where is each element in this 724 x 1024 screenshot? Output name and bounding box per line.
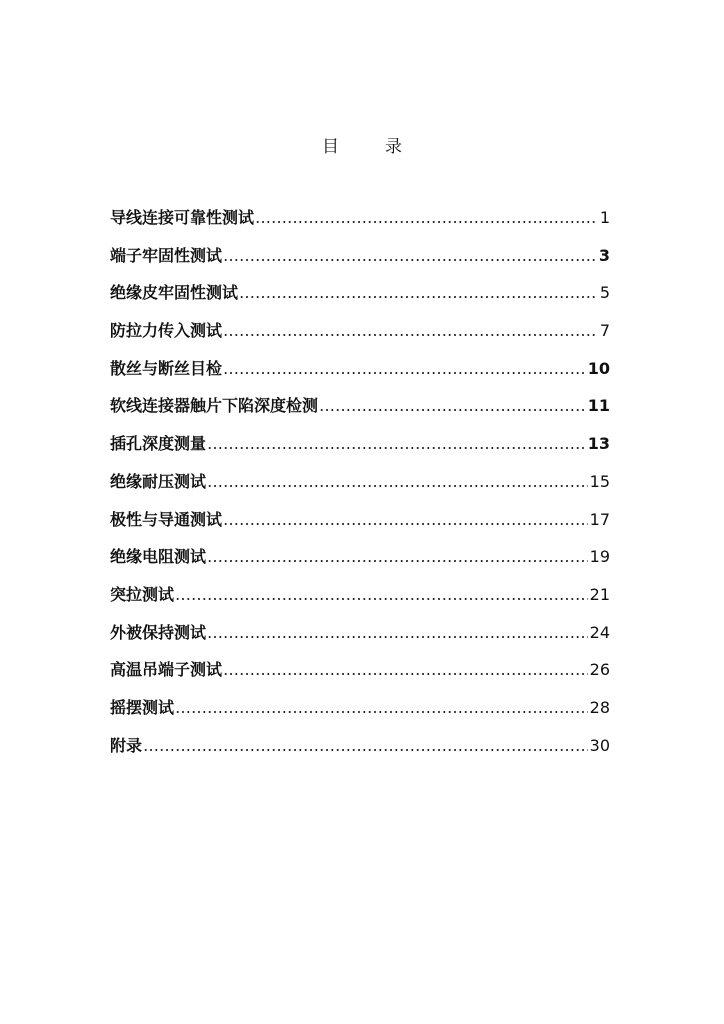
toc-entry-label: 绝缘电阻测试 bbox=[110, 547, 207, 567]
toc-entry-label: 突拉测试 bbox=[110, 584, 175, 604]
toc-leader-dots bbox=[254, 208, 598, 227]
toc-leader-dots bbox=[222, 660, 588, 679]
toc-leader-dots bbox=[174, 698, 588, 717]
toc-leader-dots bbox=[206, 547, 588, 566]
toc-entry-page: 3 bbox=[598, 245, 610, 265]
toc-entry-page: 10 bbox=[587, 358, 610, 378]
toc-entry-page: 19 bbox=[589, 547, 610, 567]
toc-entry-page: 15 bbox=[589, 471, 610, 491]
toc-leader-dots bbox=[222, 321, 598, 340]
toc-leader-dots bbox=[222, 359, 586, 378]
toc-entry-label: 防拉力传入测试 bbox=[110, 321, 223, 341]
toc-leader-dots bbox=[318, 396, 586, 415]
toc-leader-dots bbox=[222, 510, 588, 529]
toc-leader-dots bbox=[206, 623, 588, 642]
toc-entry-label: 摇摆测试 bbox=[110, 697, 175, 717]
toc-entry[interactable] bbox=[110, 507, 610, 545]
toc-entry-label: 绝缘皮牢固性测试 bbox=[110, 283, 239, 303]
toc-entry-page: 1 bbox=[599, 208, 610, 227]
toc-entry[interactable] bbox=[110, 243, 610, 281]
toc-entry[interactable] bbox=[110, 280, 610, 318]
toc-entry[interactable] bbox=[110, 356, 610, 394]
toc-entry-label: 绝缘耐压测试 bbox=[110, 471, 207, 491]
toc-entry-page: 11 bbox=[587, 396, 610, 416]
toc-title bbox=[0, 132, 724, 157]
toc-list bbox=[110, 205, 610, 770]
toc-leader-dots bbox=[238, 283, 598, 302]
toc-title-part2: 录 bbox=[385, 137, 402, 157]
toc-entry[interactable] bbox=[110, 544, 610, 582]
toc-entry[interactable] bbox=[110, 393, 610, 431]
toc-title-part1: 目 bbox=[322, 137, 339, 157]
toc-entry[interactable] bbox=[110, 620, 610, 658]
toc-entry-label: 端子牢固性测试 bbox=[110, 245, 223, 265]
toc-entry[interactable] bbox=[110, 657, 610, 695]
toc-entry[interactable] bbox=[110, 469, 610, 507]
toc-leader-dots bbox=[222, 246, 597, 265]
toc-entry-page: 5 bbox=[599, 283, 610, 303]
toc-entry[interactable] bbox=[110, 318, 610, 356]
toc-entry-page: 26 bbox=[589, 660, 610, 680]
toc-entry-label: 高温吊端子测试 bbox=[110, 660, 223, 680]
toc-entry-page: 24 bbox=[589, 622, 610, 642]
toc-entry-label: 散丝与断丝目检 bbox=[110, 358, 223, 378]
toc-entry[interactable] bbox=[110, 695, 610, 733]
toc-entry[interactable] bbox=[110, 733, 610, 771]
toc-leader-dots bbox=[142, 736, 588, 755]
toc-entry-label: 软线连接器触片下陷深度检测 bbox=[110, 396, 319, 416]
toc-entry-label: 插孔深度测量 bbox=[110, 434, 207, 454]
toc-entry-label: 极性与导通测试 bbox=[110, 509, 223, 529]
toc-entry-page: 17 bbox=[589, 509, 610, 529]
toc-entry-page: 7 bbox=[599, 321, 610, 341]
toc-entry-label: 导线连接可靠性测试 bbox=[110, 208, 255, 227]
toc-entry[interactable] bbox=[110, 431, 610, 469]
toc-leader-dots bbox=[206, 434, 586, 453]
toc-entry-label: 外被保持测试 bbox=[110, 622, 207, 642]
toc-entry-page: 21 bbox=[589, 584, 610, 604]
toc-entry[interactable] bbox=[110, 205, 610, 243]
toc-leader-dots bbox=[174, 585, 588, 604]
toc-leader-dots bbox=[206, 472, 588, 491]
toc-entry[interactable] bbox=[110, 582, 610, 620]
toc-entry-page: 28 bbox=[589, 697, 610, 717]
toc-entry-page: 13 bbox=[587, 434, 610, 454]
toc-entry-page: 30 bbox=[589, 735, 610, 755]
toc-entry-label: 附录 bbox=[110, 735, 143, 755]
